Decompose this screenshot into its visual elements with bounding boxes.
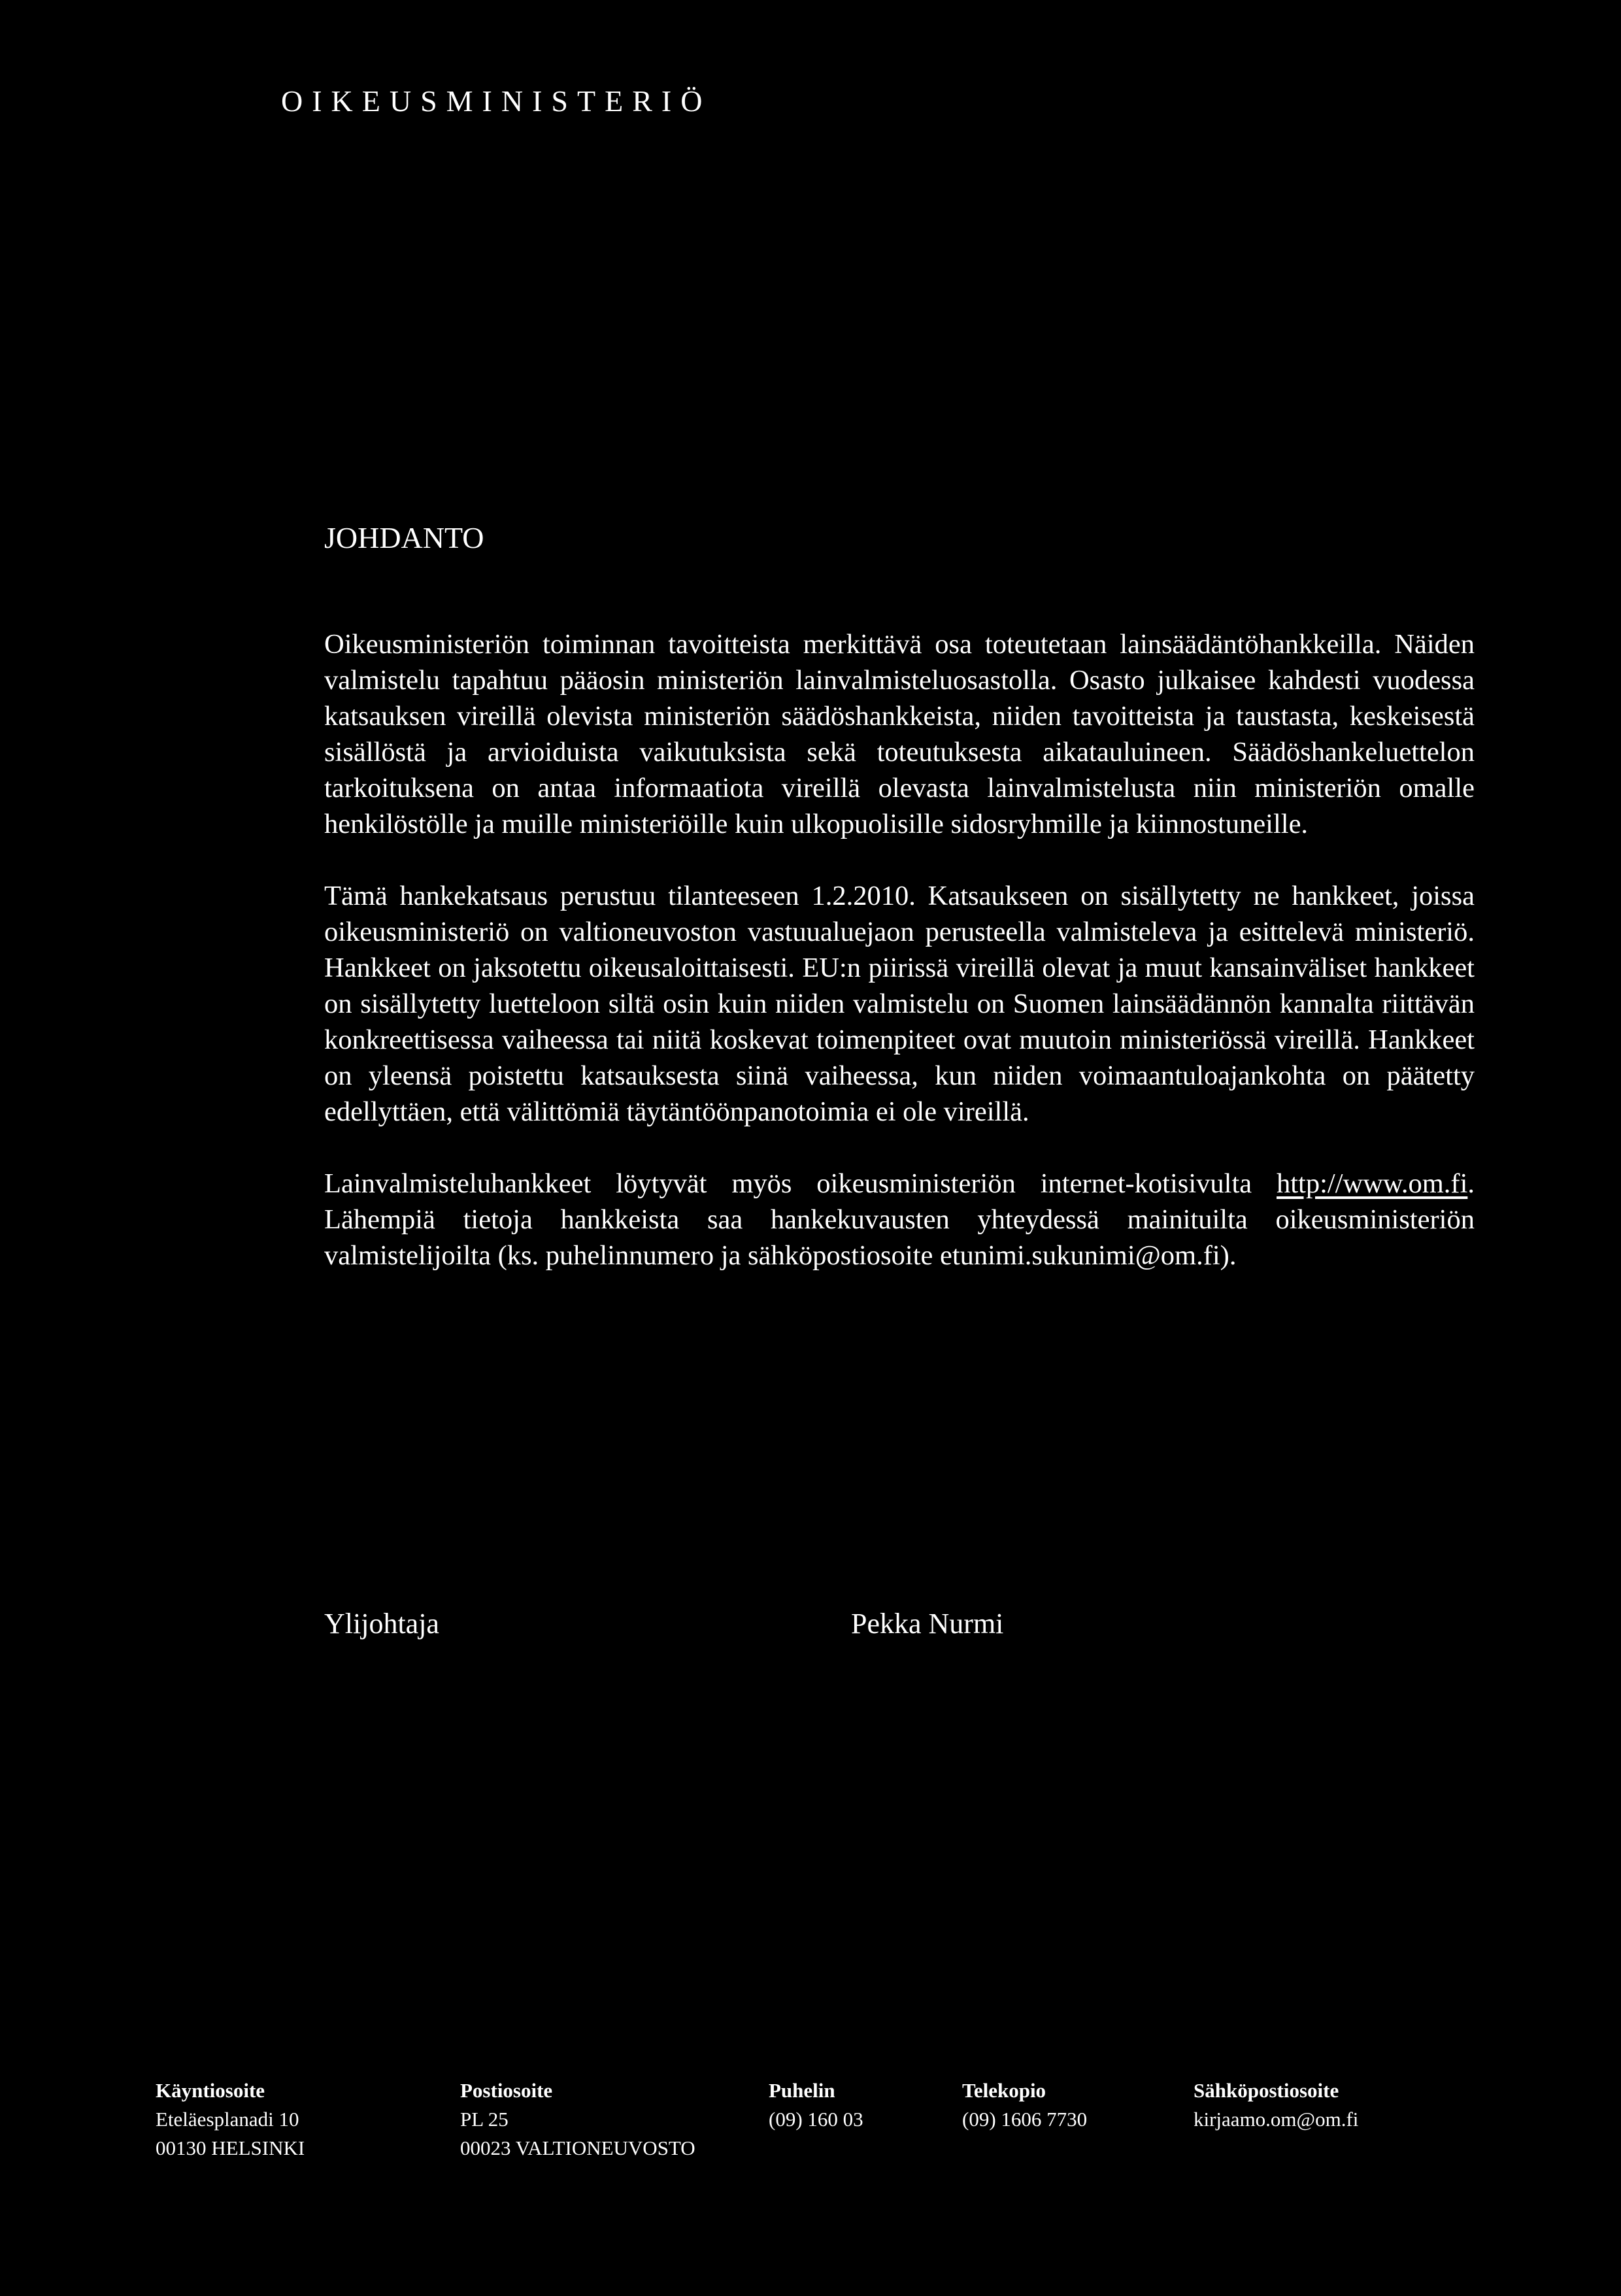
paragraph-purpose: Oikeusministeriön toiminnan tavoitteista merkittävä osa toteutetaan lainsäädäntöhankkeilla. Näiden valmistelu tapahtuu pääosin ministeriön lainvalmisteluosastolla. Osasto julkaisee kahdesti vuodessa katsauksen vireillä olevista ministeriön säädöshankkeista, niiden tavoitteista ja taustasta, keskeisestä sisällöstä ja arvioiduista vaikutuksista sekä toteutuksesta aikatauluineen. Säädöshankeluettelon tarkoituksena on antaa informaatiota vireillä olevasta lainvalmistelusta niin ministeriön omalle henkilöstölle ja muille ministeriöille kuin ulkopuolisille sidosryhmille ja kiinnostuneille. bbox=[324, 629, 1475, 839]
paragraph-contact-tail: . Lähempiä tietoja hankkeista saa hankekuvausten yhteydessä mainituilta oikeusministeriön valmistelijoilta (ks. puhelinnumero ja sähköpostiosoite etunimi.sukunimi@om.fi). bbox=[324, 1168, 1475, 1271]
footer-label: Puhelin bbox=[769, 2079, 835, 2102]
signature-name: Pekka Nurmi bbox=[851, 1608, 1004, 1640]
footer-value: 00023 VALTIONEUVOSTO bbox=[460, 2136, 695, 2159]
footer-label: Sähköpostiosoite bbox=[1194, 2079, 1339, 2102]
footer-email bbox=[1194, 2076, 1358, 2134]
footer-fax bbox=[962, 2076, 1087, 2134]
letterhead-title: OIKEUSMINISTERIÖ bbox=[281, 84, 712, 118]
footer-phone bbox=[769, 2076, 863, 2134]
footer-value: 00130 HELSINKI bbox=[156, 2136, 305, 2159]
footer-value: (09) 1606 7730 bbox=[962, 2108, 1088, 2131]
paragraph-contact-lead: Lainvalmisteluhankkeet löytyvät myös oikeusministeriön internet-kotisivulta bbox=[324, 1168, 1277, 1199]
footer-label: Telekopio bbox=[962, 2079, 1046, 2102]
footer-value: (09) 160 03 bbox=[769, 2108, 863, 2131]
footer-label: Postiosoite bbox=[460, 2079, 553, 2102]
footer-label: Käyntiosoite bbox=[156, 2079, 265, 2102]
footer-value: Eteläesplanadi 10 bbox=[156, 2108, 299, 2131]
section-heading: JOHDANTO bbox=[324, 521, 484, 554]
footer-value: PL 25 bbox=[460, 2108, 509, 2131]
signature-title: Ylijohtaja bbox=[324, 1608, 439, 1640]
document-body bbox=[324, 626, 1475, 1309]
footer-value: kirjaamo.om@om.fi bbox=[1194, 2108, 1359, 2131]
footer-visiting-address bbox=[156, 2076, 305, 2163]
paragraph-scope: Tämä hankekatsaus perustuu tilanteeseen 1.2.2010. Katsaukseen on sisällytetty ne hankkeet, joissa oikeusministeriö on valtioneuvoston vastuualuejaon perusteella valmisteleva ja esittelevä ministeriö. Hankkeet on jaksotettu oikeusaloittaisesti. EU:n piirissä vireillä olevat ja muut kansainväliset hankkeet on sisällytetty luetteloon siltä osin kuin niiden valmistelu on Suomen lainsäädännön kannalta riittävän konkreettisessa vaiheessa tai niitä koskevat toimenpiteet ovat muutoin ministeriössä vireillä. Hankkeet on yleensä poistettu katsauksesta siinä vaiheessa, kun niiden voimaantuloajankohta on päätetty edellyttäen, että välittömiä täytäntöönpanotoimia ei ole vireillä. bbox=[324, 881, 1475, 1127]
website-link[interactable]: http://www.om.fi bbox=[1277, 1168, 1468, 1199]
footer-postal-address bbox=[460, 2076, 695, 2163]
paragraph-contact bbox=[324, 1166, 1475, 1274]
